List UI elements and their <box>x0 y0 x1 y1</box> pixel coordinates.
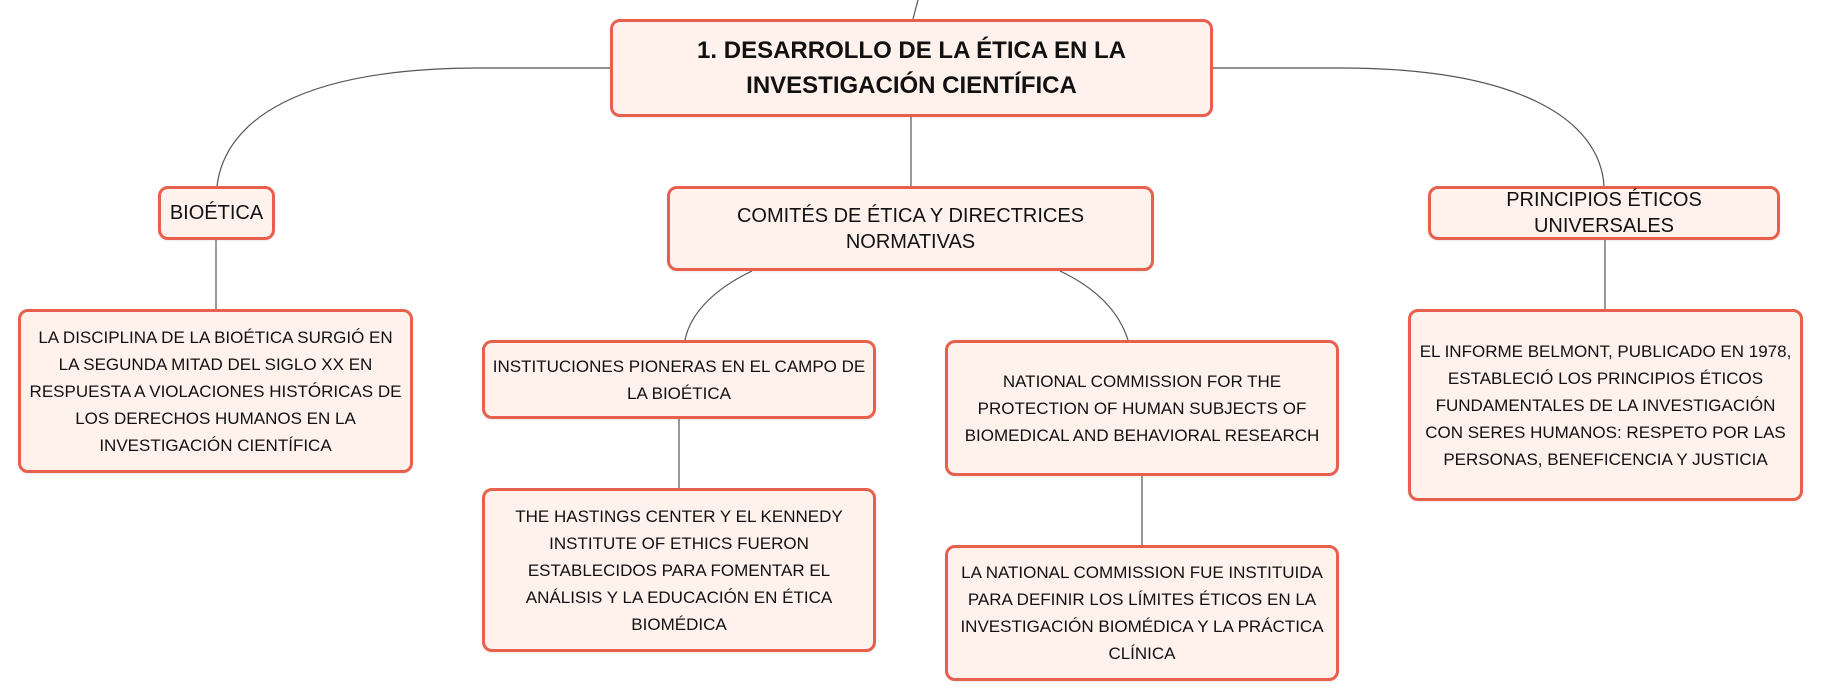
principios-node[interactable] <box>1428 186 1780 240</box>
national-commission-node[interactable] <box>945 340 1339 476</box>
belmont-detail-label: EL INFORME BELMONT, PUBLICADO EN 1978, ESTABLECIÓ LOS PRINCIPIOS ÉTICOS FUNDAMENTALES DE LA INVESTIGACIÓN CON SERES HUMANOS: RESPETO POR LAS PERSONAS, BENEFICENCIA Y JUSTICIA <box>1419 341 1792 469</box>
connector-comites-to-instituciones <box>685 271 752 340</box>
comites-node-label: COMITÉS DE ÉTICA Y DIRECTRICES NORMATIVAS <box>736 204 1085 253</box>
comites-node[interactable] <box>667 186 1154 271</box>
connector-top-edge <box>913 0 918 19</box>
bioetica-node-label: BIOÉTICA <box>169 202 264 224</box>
root-node[interactable] <box>610 19 1213 117</box>
connector-root-to-bioetica <box>217 68 610 186</box>
hastings-detail-node[interactable] <box>482 488 876 652</box>
root-node-label: 1. DESARROLLO DE LA ÉTICA EN LA INVESTIGACIÓN CIENTÍFICA <box>697 37 1126 99</box>
national-commission-detail-node[interactable] <box>945 545 1339 681</box>
bioetica-node[interactable] <box>158 186 275 240</box>
principios-node-label: PRINCIPIOS ÉTICOS UNIVERSALES <box>1506 189 1702 237</box>
instituciones-node[interactable] <box>482 340 876 419</box>
national-commission-node-label: NATIONAL COMMISSION FOR THE PROTECTION OF HUMAN SUBJECTS OF BIOMEDICAL AND BEHAVIORAL RESEARCH <box>964 371 1320 445</box>
bioetica-detail-label: LA DISCIPLINA DE LA BIOÉTICA SURGIÓ EN LA SEGUNDA MITAD DEL SIGLO XX EN RESPUESTA A VIOLACIONES HISTÓRICAS DE LOS DERECHOS HUMANOS EN LA INVESTIGACIÓN CIENTÍFICA <box>29 327 402 455</box>
bioetica-detail-node[interactable] <box>18 309 413 473</box>
belmont-detail-node[interactable] <box>1408 309 1803 501</box>
connector-root-to-principios <box>1213 68 1604 186</box>
connector-comites-to-national <box>1060 271 1128 340</box>
hastings-detail-label: THE HASTINGS CENTER Y EL KENNEDY INSTITUTE OF ETHICS FUERON ESTABLECIDOS PARA FOMENTAR EL ANÁLISIS Y LA EDUCACIÓN EN ÉTICA BIOMÉDICA <box>515 506 843 634</box>
instituciones-node-label: INSTITUCIONES PIONERAS EN EL CAMPO DE LA BIOÉTICA <box>492 356 866 403</box>
national-commission-detail-label: LA NATIONAL COMMISSION FUE INSTITUIDA PARA DEFINIR LOS LÍMITES ÉTICOS EN LA INVESTIGACIÓN BIOMÉDICA Y LA PRÁCTICA CLÍNICA <box>960 563 1324 663</box>
